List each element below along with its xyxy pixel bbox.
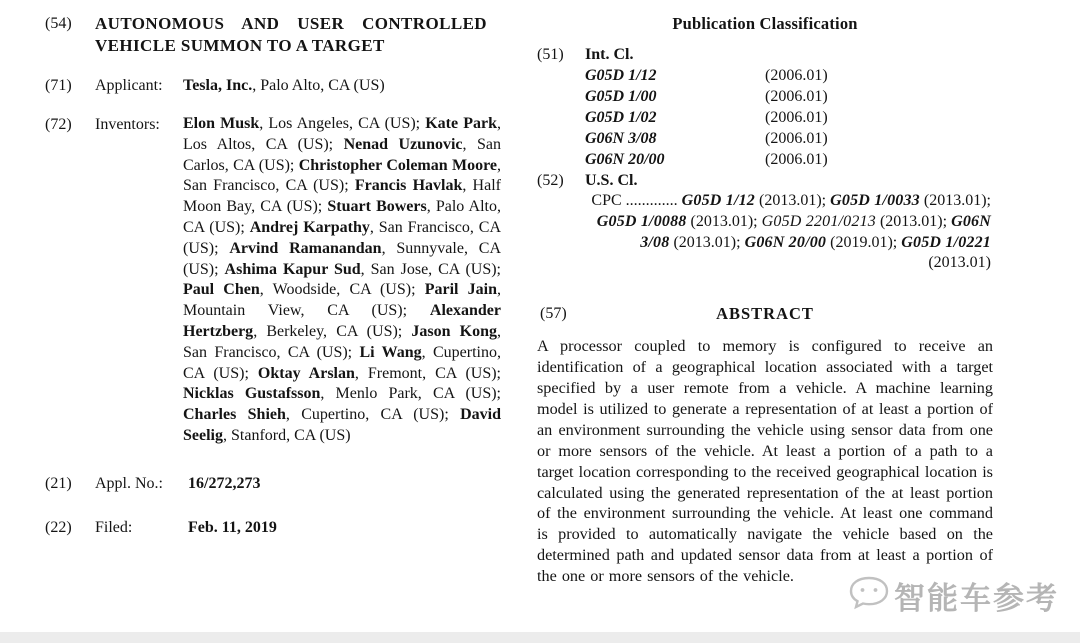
left-column [45, 13, 503, 538]
page-bottom-edge [0, 632, 1080, 643]
inventors-value: Elon Musk, Los Angeles, CA (US); Kate Park, Los Altos, CA (US); Nenad Uzunovic, San Carlos, CA (US); Christopher Coleman Moore, San Francisco, CA (US); Francis Havlak, Half Moon Bay, CA (US); Stuart Bowers, Palo Alto, CA (US); Andrej Karpathy, San Francisco, CA (US); Arvind Ramanandan, Sunnyvale, CA (US); Ashima Kapur Sud, San Jose, CA (US); Paul Chen, Woodside, CA (US); Paril Jain, Mountain View, CA (US); Alexander Hertzberg, Berkeley, CA (US); Jason Kong, San Francisco, CA (US); Li Wang, Cupertino, CA (US); Oktay Arslan, Fremont, CA (US); Nicklas Gustafsson, Menlo Park, CA (US); Charles Shieh, Cupertino, CA (US); David Seelig, Stanford, CA (US) [183, 115, 502, 444]
int-cl-entry: G05D 1/02 (2006.01) [585, 109, 828, 126]
int-cl-entries [585, 65, 993, 170]
int-cl-label: Int. Cl. [585, 46, 634, 63]
field-72-inventors [45, 114, 503, 447]
field-number-57: (57) [540, 305, 567, 323]
int-cl-entry: G06N 3/08 (2006.01) [585, 130, 828, 147]
field-number-21: (21) [45, 474, 72, 492]
abstract-header [537, 303, 993, 324]
filed-label: Filed: [95, 518, 133, 536]
field-22-filed [45, 517, 503, 538]
field-71-applicant [45, 75, 503, 96]
field-number-51: (51) [537, 46, 564, 63]
field-number-22: (22) [45, 518, 72, 536]
patent-title: AUTONOMOUS AND USER CONTROLLED VEHICLE SUMMON TO A TARGET [95, 14, 487, 55]
int-cl-entry: G06N 20/00 (2006.01) [585, 151, 828, 168]
appl-no-label: Appl. No.: [95, 474, 163, 492]
field-number-71: (71) [45, 77, 72, 94]
field-52-us-cl [537, 170, 993, 191]
field-51-int-cl [537, 44, 993, 65]
us-cl-label: U.S. Cl. [585, 172, 638, 189]
inventors-label: Inventors: [95, 116, 160, 133]
applicant-label: Applicant: [95, 77, 163, 94]
field-number-72: (72) [45, 116, 72, 133]
int-cl-entry: G05D 1/00 (2006.01) [585, 88, 828, 105]
int-cl-entry: G05D 1/12 (2006.01) [585, 67, 828, 84]
right-column [537, 13, 993, 587]
field-54-title [45, 13, 503, 56]
publication-classification-heading: Publication Classification [672, 14, 858, 33]
field-number-52: (52) [537, 172, 564, 189]
abstract-paragraph: A processor coupled to memory is configured to receive an identification of a geographical location associated with a target specified by a user remote from a vehicle. A machine learning model is utilized to generate a representation of at least a portion of an environment surrounding the vehicle using sensor data from one or more sensors of the vehicle. At least a portion of a path to a target location corresponding to the received geographical location is calculated using the generated representation of the at least portion of the environment surrounding the vehicle. At least one command is provided to automatically navigate the vehicle based on the determined path and updated sensor data from at least a portion of the one or more sensors of the vehicle. [537, 337, 993, 586]
cpc-classification-text: CPC ............. G05D 1/12 (2013.01); G05D 1/0033 (2013.01); G05D 1/0088 (2013.01); G05D 2201/0213 (2013.01); G06N 3/08 (2013.01); G06N 20/00 (2019.01); G05D 1/0221 (2013.01) [591, 192, 991, 272]
field-21-appl-no [45, 473, 503, 494]
abstract-heading: ABSTRACT [716, 304, 814, 324]
applicant-value: Tesla, Inc., Palo Alto, CA (US) [183, 77, 385, 94]
filed-value: Feb. 11, 2019 [188, 518, 277, 536]
appl-no-value: 16/272,273 [188, 474, 261, 492]
watermark-text: 智能车参考 [894, 581, 1059, 617]
field-number-54: (54) [45, 15, 72, 32]
